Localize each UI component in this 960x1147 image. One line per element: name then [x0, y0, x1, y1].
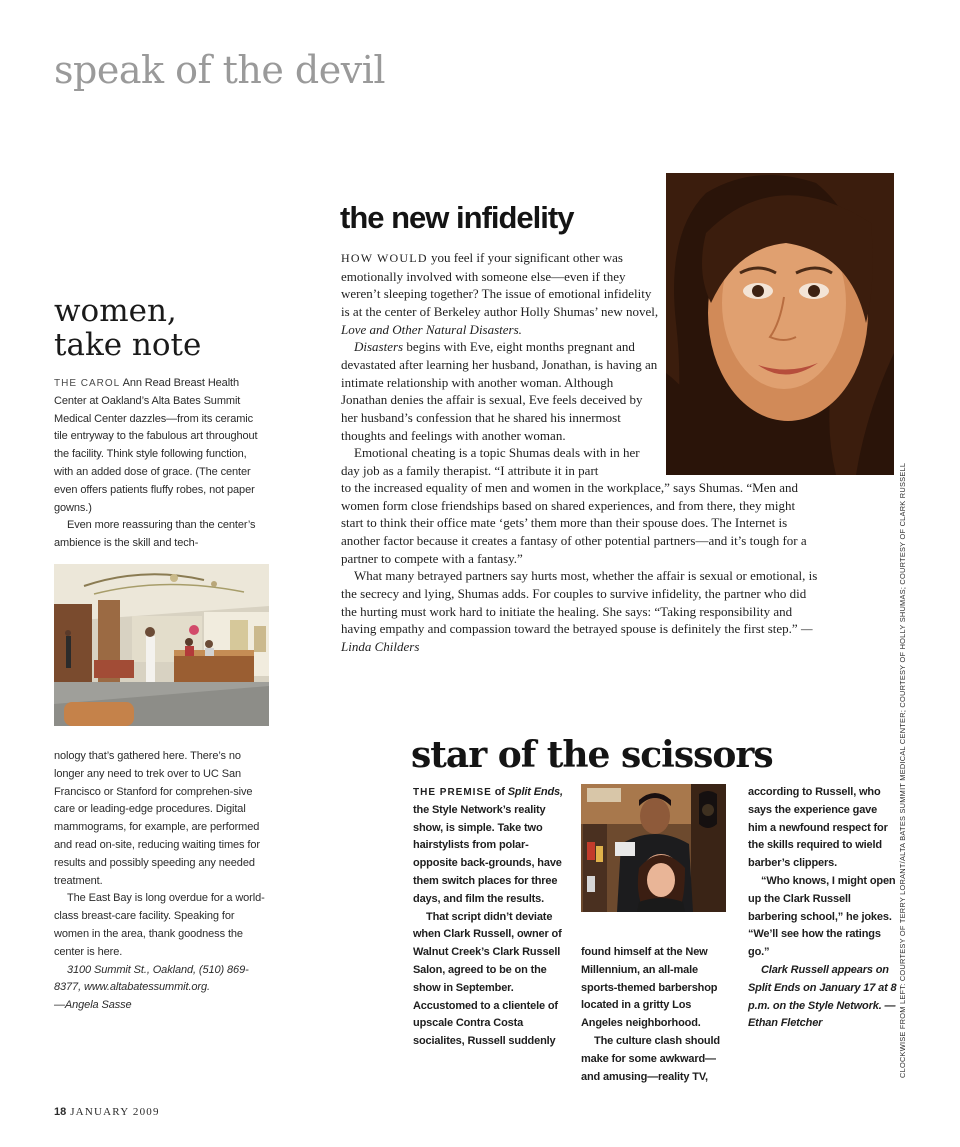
infidelity-article-title: the new infidelity	[340, 200, 574, 235]
women-title-line2: take note	[54, 327, 202, 363]
women-paragraph-3: The East Bay is long overdue for a world-class breast-care facility. Speaking for women in the area, thank goodness the center is here.	[54, 892, 265, 958]
women-article-body-part2	[54, 748, 268, 1015]
scissors-column-2	[581, 944, 733, 1086]
scissors-closing	[748, 962, 898, 1033]
infidelity-paragraph-4	[341, 567, 819, 655]
scissors-article-title: star of the scissors	[411, 734, 773, 776]
salon-photo-illustration	[581, 784, 726, 912]
scissors-paragraph-2-continued: found himself at the New Millennium, an all-male sports-themed barbershop located in a gritty Los Angeles neighborhood.	[581, 946, 718, 1030]
infidelity-p1-text: you feel if your significant other was emotionally involved with someone else—even if they weren’t sleeping together? The issue of emotional infidelity is at the center of Berkeley author Holly Shumas’ new novel,	[341, 250, 659, 319]
portrait-illustration	[666, 173, 894, 475]
scissors-lead-of: of	[491, 786, 508, 798]
scissors-p1-text: the Style Network’s reality show, is simple. Take two hairstylists from polar-opposite back-grounds, have them switch places for three days, and film the results.	[413, 803, 562, 905]
infidelity-paragraph-2	[341, 338, 659, 444]
page-footer	[54, 1106, 160, 1118]
holly-shumas-portrait	[666, 173, 894, 475]
scissors-paragraph-3-continued: according to Russell, who says the experience gave him a newfound respect for the skills required to wield barber’s clippers.	[748, 786, 888, 870]
women-paragraph-2-start: Even more reassuring than the center’s ambience is the skill and tech-	[54, 519, 256, 550]
infidelity-paragraph-3-continued: to the increased equality of men and women in the workplace,” says Shumas. “Men and women form close friendships based on shared experiences, and from there, they might start to think their office mate ‘gets’ them more than their spouse does. The Internet is another factor because it creates a fantasy of other potential partners—and it’s tough for a partner to compete with a fantasy.”	[341, 480, 807, 566]
scissors-paragraph-1	[413, 784, 565, 909]
scissors-author: —Ethan Fletcher	[748, 999, 896, 1030]
issue-date: JANUARY 2009	[70, 1106, 160, 1118]
women-paragraph-1	[54, 375, 268, 517]
scissors-column-3	[748, 784, 898, 1033]
women-paragraph-2-continued: nology that’s gathered here. There’s no longer any need to trek over to UC San Francisco or Stanford for comprehen-sive care or leading-edge procedures. Digital mammograms, for example, are performed and read on-site, reducing waiting times for results and possibly speeding any needed treatment.	[54, 750, 260, 887]
scissors-paragraph-3: The culture clash should make for some awkward—and amusing—reality TV,	[581, 1034, 720, 1083]
photo-credit: CLOCKWISE FROM LEFT: COURTESY OF TERRY LORANT/ALTA BATES SUMMIT MEDICAL CENTER; COURTESY OF HOLLY SHUMAS; COURTESY OF CLARK RUSSELL	[898, 462, 907, 1078]
disasters-italic: Disasters	[354, 339, 404, 355]
infidelity-lead-in: HOW WOULD	[341, 251, 428, 265]
scissors-paragraph-4: “Who knows, I might open up the Clark Russell barbering school,” he jokes. “We’ll see how the ratings go.”	[748, 874, 896, 959]
infidelity-paragraph-3-start: Emotional cheating is a topic Shumas deals with in her day job as a family therapist. “I attribute it in part	[341, 445, 640, 478]
lobby-photo-illustration	[54, 564, 269, 726]
infidelity-p2-text: begins with Eve, eight months pregnant and devastated after learning her husband, Jonathan, is having an intimate relationship with another woman. Although Jonathan denies the affair is sexual, Eve feels deceived by her husband’s confession that he shared his innermost thoughts and feelings with another woman.	[341, 339, 658, 443]
infidelity-paragraph-1	[341, 249, 659, 338]
scissors-column-1	[413, 784, 565, 1051]
page-number: 18	[54, 1106, 67, 1118]
infidelity-p4-text: What many betrayed partners say hurts most, whether the affair is sexual or emotional, is the secrecy and lying, Shumas adds. For couples to survive infidelity, the partner who did the hurting must work hard to initiate the healing. She says: “Taking responsibility and having empathy and compassion toward the betrayed spouse is definitely the first step.”	[341, 568, 818, 637]
infidelity-body-wide	[341, 479, 819, 656]
women-article-title	[54, 294, 294, 362]
infidelity-author: —Linda Childers	[341, 621, 813, 654]
clark-russell-salon-photo	[581, 784, 726, 912]
women-title-line1: women,	[54, 293, 177, 329]
infidelity-body-narrow	[341, 249, 659, 480]
women-p1-text: Ann Read Breast Health Center at Oakland’s Alta Bates Summit Medical Center dazzles—from its ceramic tile entryway to the fabulous art throughout the facility. Think style following function, with an added dose of grace. (The center even offers patients fluffy robes, not paper gowns.)	[54, 377, 258, 514]
section-header: speak of the devil	[54, 48, 385, 92]
novel-title: Love and Other Natural Disasters.	[341, 321, 522, 337]
show-title: Split Ends,	[507, 786, 563, 798]
women-article-body-part1	[54, 375, 268, 553]
breast-center-lobby-photo	[54, 564, 269, 726]
scissors-air-date: Clark Russell appears on Split Ends on January 17 at 8 p.m. on the Style Network.	[748, 963, 897, 1012]
women-address: 3100 Summit St., Oakland, (510) 869-8377, www.altabatessummit.org.	[54, 963, 249, 994]
women-author: —Angela Sasse	[54, 999, 132, 1012]
scissors-paragraph-2-start: That script didn’t deviate when Clark Russell, owner of Walnut Creek’s Clark Russell Salon, agreed to be on the show in September. Accustomed to a clientele of upscale Contra Costa socialites, Russell suddenly	[413, 910, 562, 1048]
scissors-lead-in: THE PREMISE	[413, 787, 492, 798]
women-lead-in: THE CAROL	[54, 378, 121, 389]
